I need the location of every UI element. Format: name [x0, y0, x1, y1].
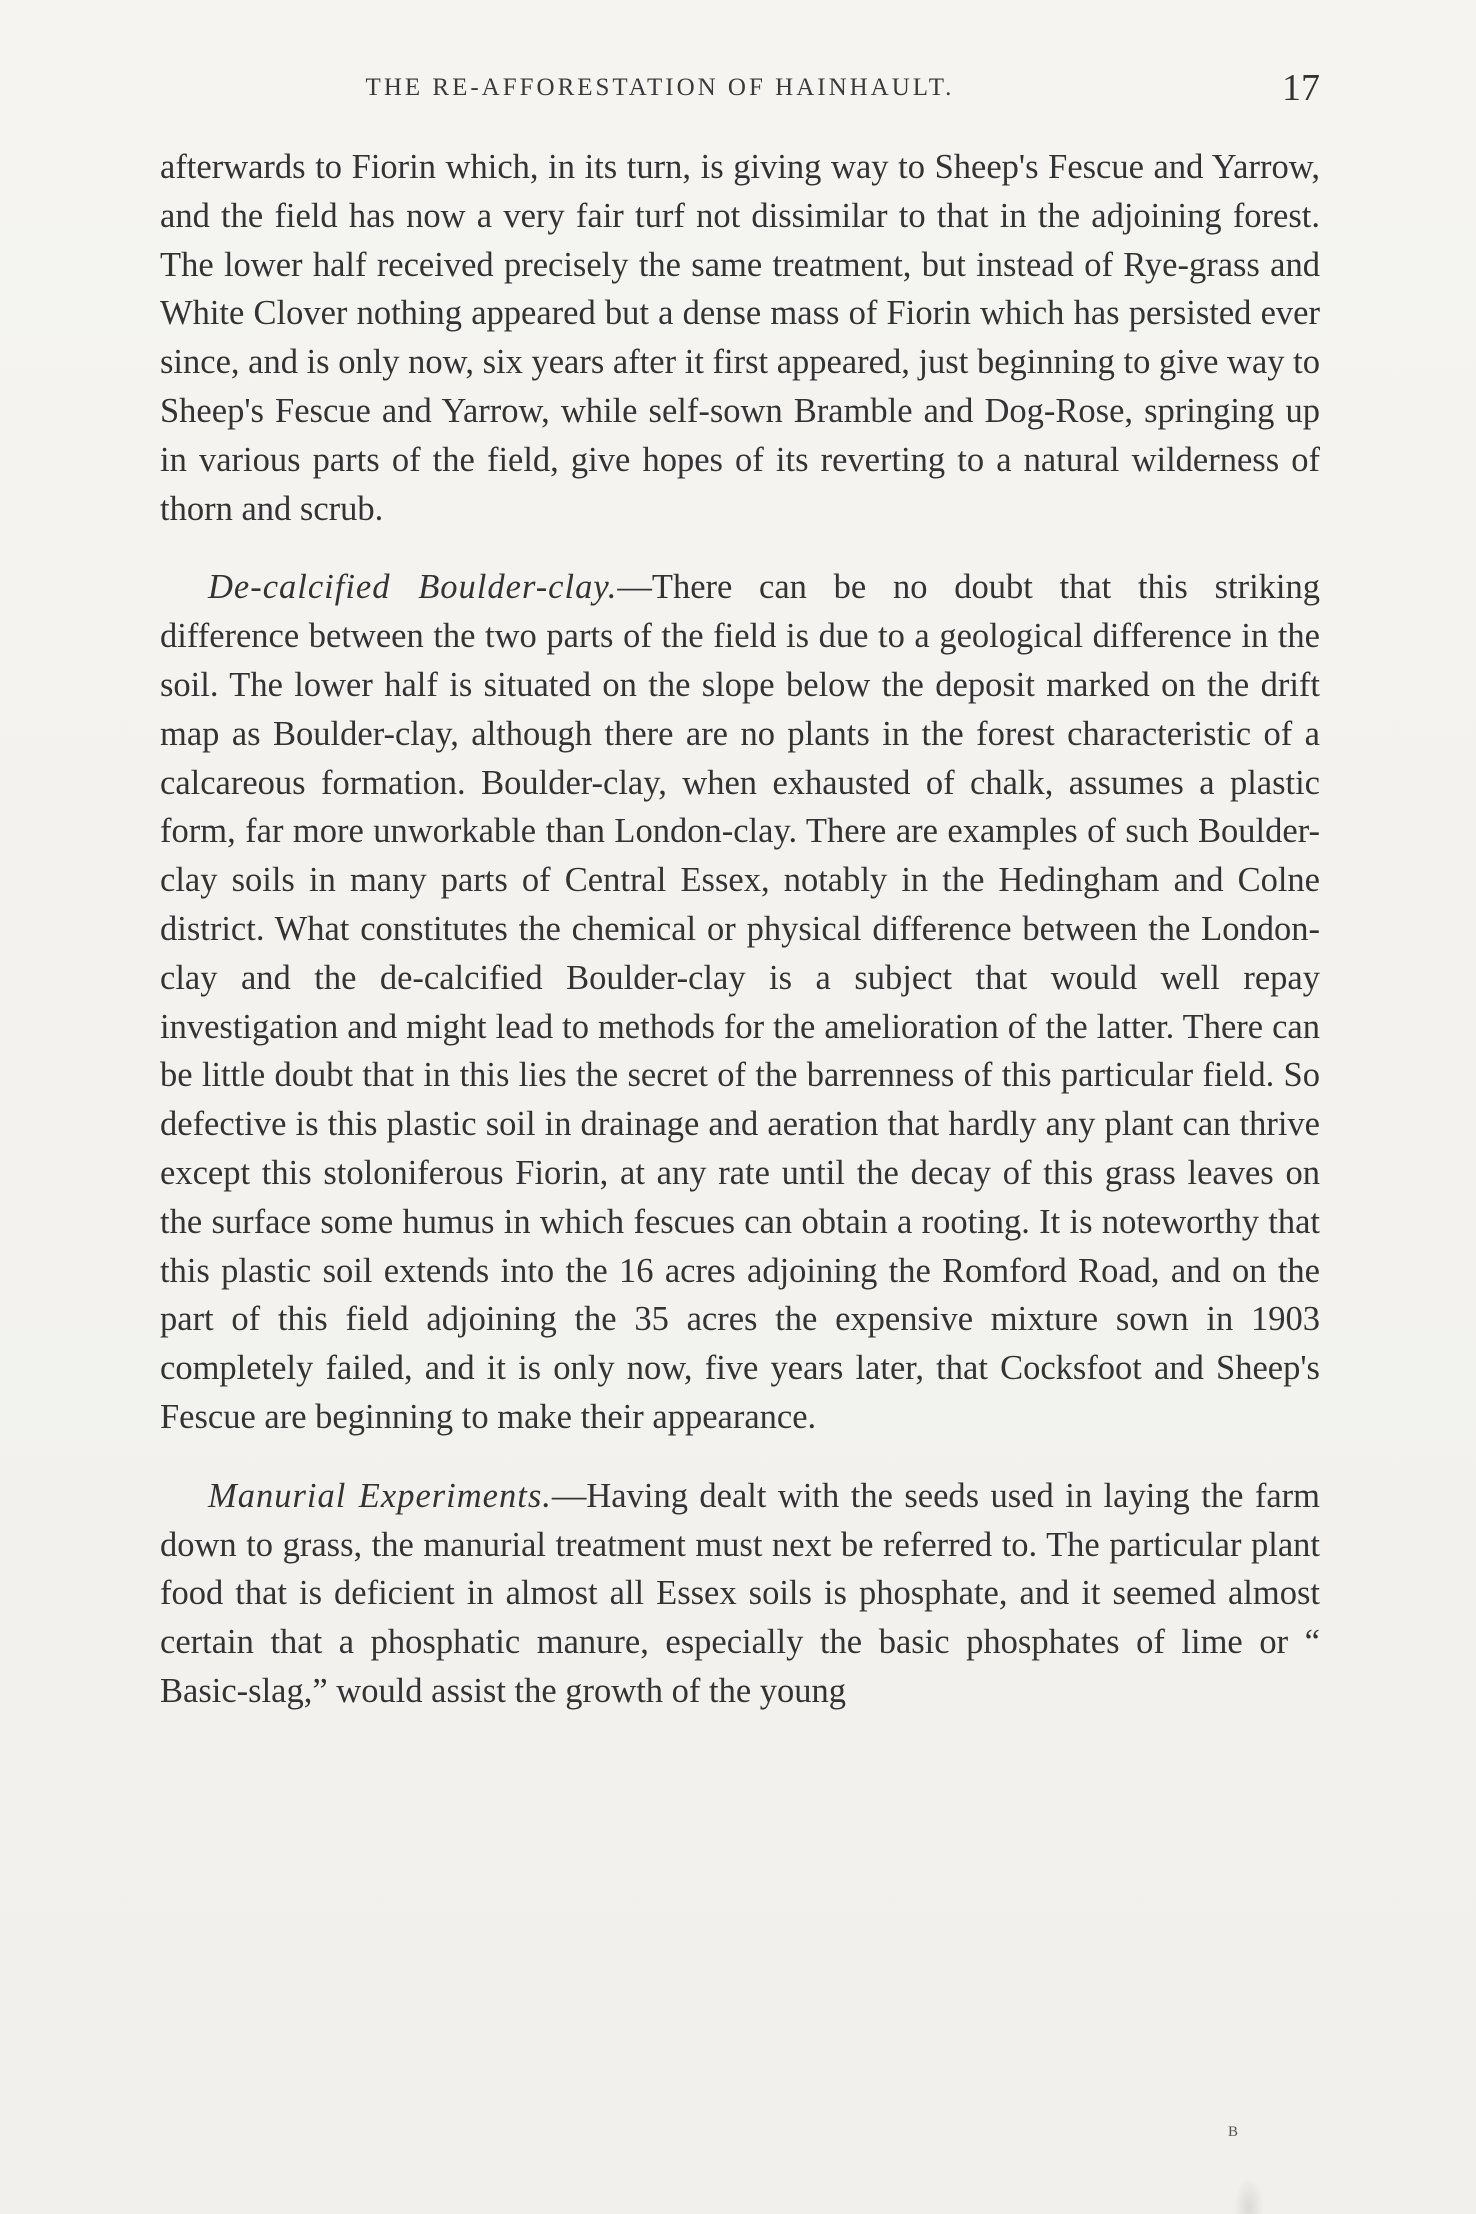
paragraph-heading: Manurial Experiments. — [208, 1476, 552, 1515]
paper-blemish — [1234, 2178, 1264, 2214]
paragraph-decalcified-boulder-clay — [160, 563, 1320, 1441]
page-number: 17 — [1282, 67, 1320, 109]
body-text — [160, 143, 1320, 1716]
running-head — [160, 66, 1320, 109]
paragraph-text: —There can be no doubt that this striking difference between the two parts of the field is due to a geological difference in the soil. The lower half is situated on the slope below the deposit marked on the drift map as Boulder-clay, although there are no plants in the forest characteristic of a calcareous formation. Boulder-clay, when exhausted of chalk, assumes a plastic form, far more unworkable than London-clay. There are examples of such Boulder-clay soils in many parts of Central Essex, notably in the Hedingham and Colne district. What constitutes the chemical or physical difference between the London-clay and the de-calcified Boulder-clay is a subject that would well repay investigation and might lead to methods for the amelioration of the latter. There can be little doubt that in this lies the secret of the barrenness of this particular field. So defective is this plastic soil in drainage and aeration that hardly any plant can thrive except this stoloniferous Fiorin, at any rate until the decay of this grass leaves on the surface some humus in which fescues can obtain a rooting. It is noteworthy that this plastic soil extends into the 16 acres adjoining the Romford Road, and on the part of this field adjoining the 35 acres the expensive mixture sown in 1903 completely failed, and it is only now, five years later, that Cocksfoot and Sheep's Fescue are beginning to make their appearance. — [160, 568, 1321, 1436]
paragraph-manurial-experiments — [160, 1472, 1320, 1716]
paragraph-text: —Having dealt with the seeds used in laying the farm down to grass, the manurial treatment must next be referred to. The particular plant food that is deficient in almost all Essex soils is phosphate, and it seemed almost certain that a phosphatic manure, especially the basic phosphates of lime or “ Basic-slag,” would assist the growth of the young — [160, 1476, 1320, 1710]
paragraph-continuation — [160, 143, 1320, 533]
paragraph-heading: De-calcified Boulder-clay. — [208, 568, 618, 607]
paragraph-text: afterwards to Fiorin which, in its turn, is giving way to Sheep's Fescue and Yarrow, and the field has now a very fair turf not dissimilar to that in the adjoining forest. The lower half received precisely the same treatment, but instead of Rye-grass and White Clover nothing appeared but a dense mass of Fiorin which has persisted ever since, and is only now, six years after it first appeared, just beginning to give way to Sheep's Fescue and Yarrow, while self-sown Bramble and Dog-Rose, springing up in various parts of the field, give hopes of its reverting to a natural wilderness of thorn and scrub. — [160, 148, 1320, 528]
running-title: THE RE-AFFORESTATION OF HAINHAULT. — [365, 74, 955, 101]
signature-mark: B — [1228, 2124, 1239, 2140]
